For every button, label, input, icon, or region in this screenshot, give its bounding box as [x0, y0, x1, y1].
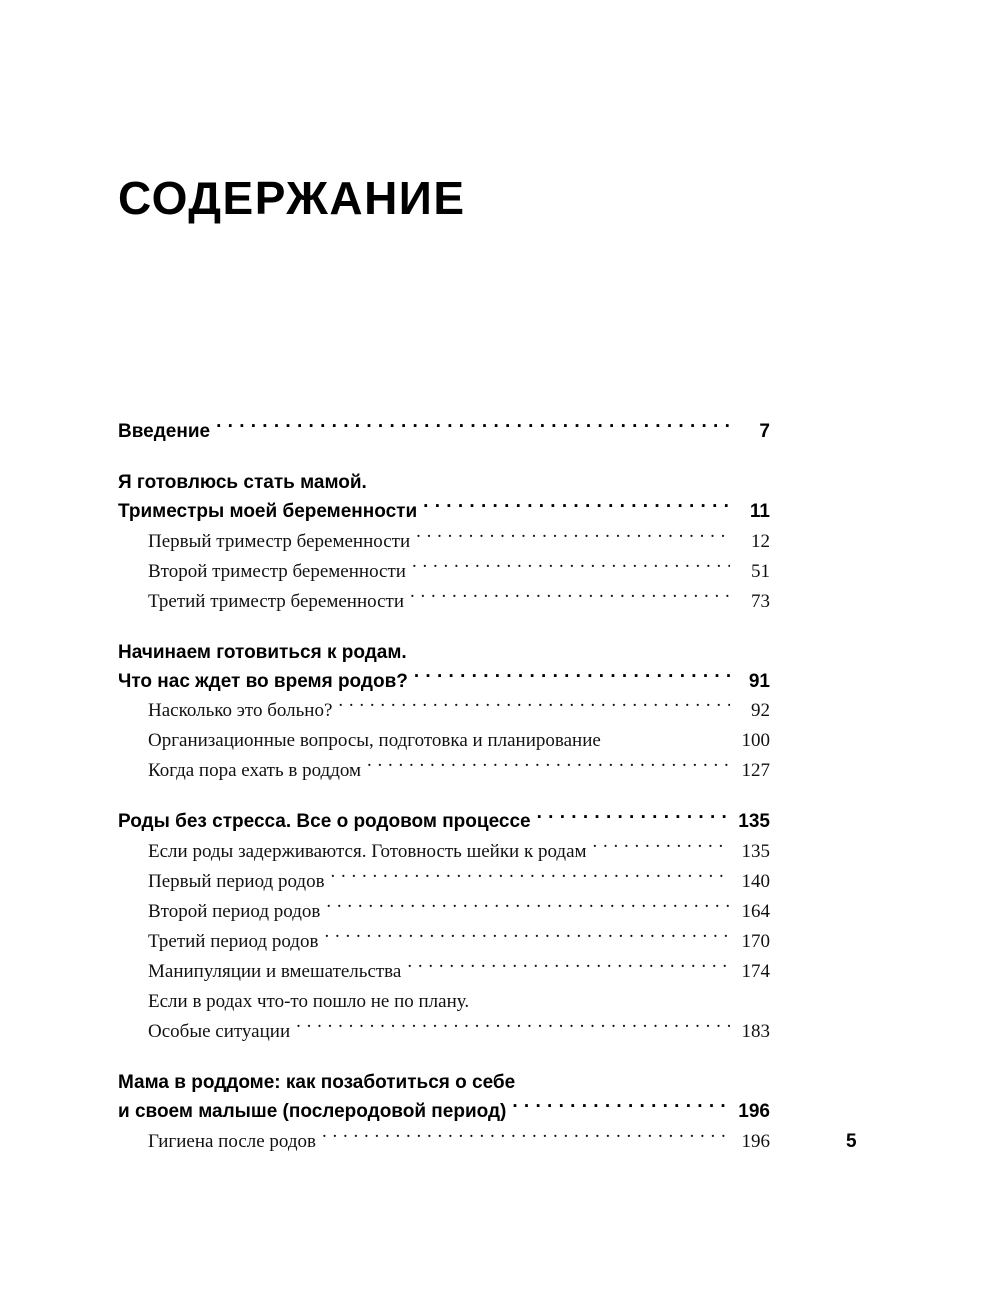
toc-entry-sub[interactable] [118, 897, 770, 927]
toc-entry-page-number: 170 [741, 931, 770, 953]
toc-entry-label: Если в родах что-то пошло не по плану. [148, 991, 470, 1013]
toc-entry-page-number: 196 [741, 1131, 770, 1153]
toc-entry-page-number: 135 [741, 841, 770, 863]
toc-entry-page-number: 92 [751, 700, 770, 722]
toc-entry-page-number: 183 [741, 1021, 770, 1043]
toc-entry-main[interactable] [118, 639, 770, 668]
toc-entry-label: и своем малыше (послеродовой период) [118, 1101, 507, 1123]
toc-entry-label: Введение [118, 421, 211, 442]
toc-entry-label: Если роды задерживаются. Готовность шейки к родам [148, 841, 587, 863]
toc-entry-label: Особые ситуации [148, 1021, 291, 1043]
toc-entry-page-number: 140 [741, 871, 770, 893]
toc-entry-sub[interactable] [118, 527, 770, 557]
toc-entry-page-number: 12 [751, 530, 770, 552]
toc-entry-label: Мама в роддоме: как позаботиться о себе [118, 1072, 516, 1094]
toc-dot-leader [326, 898, 730, 917]
toc-entry-label: Манипуляции и вмешательства [148, 961, 402, 983]
toc-dot-leader [322, 1128, 730, 1147]
toc-dot-leader [367, 757, 730, 776]
toc-entry-label: Я готовлюсь стать мамой. [118, 471, 367, 493]
toc-entry-page-number: 164 [741, 901, 770, 923]
toc-entry-page-number: 11 [749, 500, 770, 522]
toc-entry-sub[interactable] [118, 957, 770, 987]
toc-entry-page-number: 7 [759, 421, 770, 442]
toc-entry-main[interactable] [118, 808, 770, 837]
toc-entry-sub[interactable] [118, 837, 770, 867]
toc-dot-leader [412, 558, 730, 577]
toc-entry-sub[interactable] [118, 867, 770, 897]
toc-entry-label: Начинаем готовиться к родам. [118, 641, 407, 663]
toc-entry-page-number: 196 [738, 1101, 770, 1123]
toc-dot-leader [416, 528, 730, 547]
toc-entry-page-number: 91 [748, 670, 770, 692]
toc-entry-sub[interactable] [118, 1127, 770, 1157]
toc-dot-leader [475, 988, 730, 1007]
toc-entry-label: Роды без стресса. Все о родовом процессе [118, 811, 531, 833]
toc-entry-label: Первый триместр беременности [148, 530, 411, 552]
table-of-contents [118, 418, 770, 1157]
toc-entry-sub[interactable] [118, 756, 770, 786]
toc-entry-label: Насколько это больно? [148, 700, 333, 722]
toc-entry-page-number: 127 [741, 760, 770, 782]
page-number: 5 [846, 1131, 857, 1152]
toc-dot-leader [296, 1018, 730, 1037]
toc-entry-label: Триместры моей беременности [118, 500, 418, 522]
toc-entry-label: Второй период родов [148, 901, 321, 923]
toc-entry-main[interactable] [118, 418, 770, 447]
toc-dot-leader [537, 808, 730, 827]
toc-group [118, 469, 770, 617]
toc-entry-page-number: 51 [751, 560, 770, 582]
toc-entry-page-number: 73 [751, 590, 770, 612]
toc-dot-leader [216, 418, 730, 437]
toc-dot-leader [410, 588, 730, 607]
toc-entry-sub[interactable] [118, 987, 770, 1017]
toc-entry-label: Гигиена после родов [148, 1131, 317, 1153]
toc-group [118, 1069, 770, 1157]
toc-entry-label: Второй триместр беременности [148, 560, 406, 582]
toc-dot-leader [423, 498, 730, 517]
toc-dot-leader [593, 838, 730, 857]
toc-dot-leader [338, 697, 730, 716]
toc-entry-sub[interactable] [118, 587, 770, 617]
toc-entry-label: Первый период родов [148, 871, 325, 893]
toc-dot-leader [373, 469, 730, 488]
toc-group [118, 639, 770, 787]
toc-entry-main[interactable] [118, 469, 770, 498]
toc-entry-main[interactable] [118, 498, 770, 527]
toc-entry-sub[interactable] [118, 726, 770, 756]
toc-dot-leader [324, 928, 730, 947]
toc-entry-label: Третий период родов [148, 931, 319, 953]
page-title: СОДЕРЖАНИЕ [118, 172, 466, 224]
toc-dot-leader [414, 668, 730, 687]
toc-entry-sub[interactable] [118, 1017, 770, 1047]
toc-entry-main[interactable] [118, 668, 770, 697]
toc-entry-main[interactable] [118, 1098, 770, 1127]
toc-entry-page-number: 135 [738, 811, 770, 833]
toc-entry-label: Когда пора ехать в роддом [148, 760, 362, 782]
toc-group [118, 808, 770, 1047]
toc-entry-sub[interactable] [118, 696, 770, 726]
toc-dot-leader [407, 958, 730, 977]
toc-entry-page-number: 100 [741, 730, 770, 752]
toc-entry-label: Третий триместр беременности [148, 590, 405, 612]
toc-entry-main[interactable] [118, 1069, 770, 1098]
toc-dot-leader [331, 868, 730, 887]
toc-entry-label: Организационные вопросы, подготовка и планирование [148, 730, 601, 752]
toc-group [118, 418, 770, 447]
toc-entry-label: Что нас ждет во время родов? [118, 670, 408, 692]
toc-entry-sub[interactable] [118, 927, 770, 957]
toc-entry-sub[interactable] [118, 557, 770, 587]
toc-entry-page-number: 174 [741, 961, 770, 983]
toc-dot-leader [413, 639, 730, 658]
toc-dot-leader [607, 727, 730, 746]
toc-dot-leader [521, 1069, 730, 1088]
toc-dot-leader [512, 1098, 730, 1117]
